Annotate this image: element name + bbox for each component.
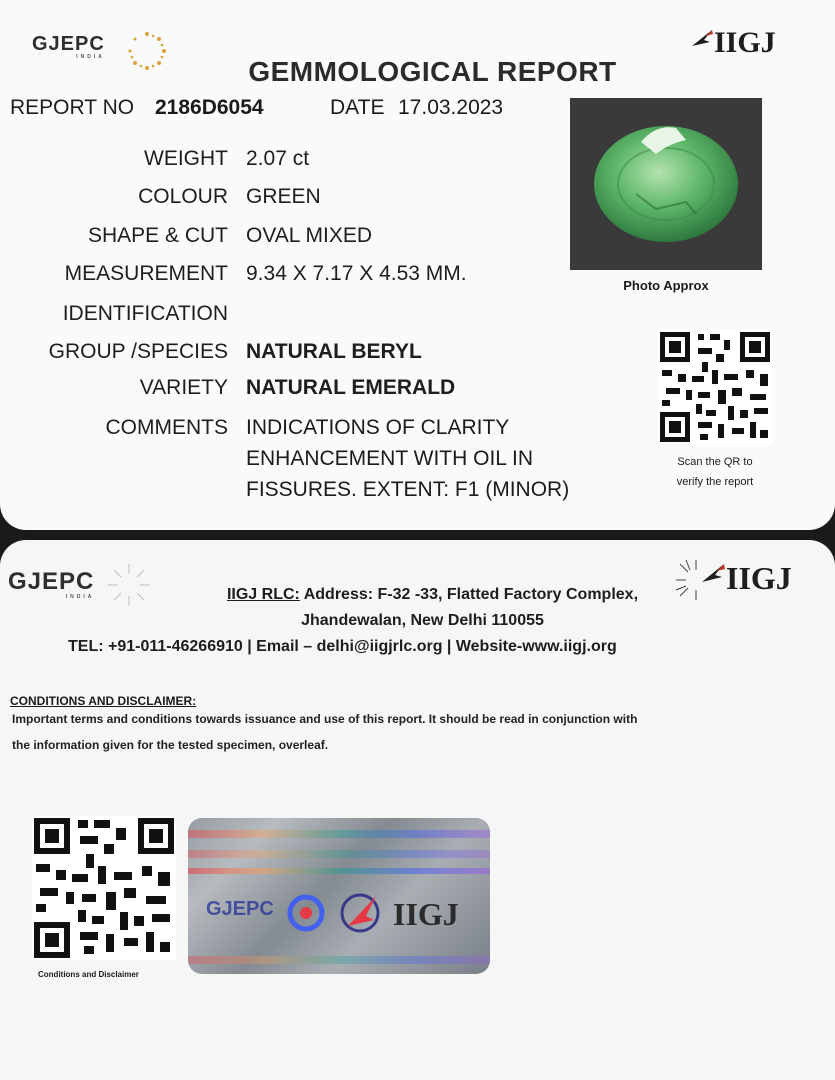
comment-line: INDICATIONS OF CLARITY: [246, 416, 510, 439]
gjepc-logo-subtext: INDIA: [65, 594, 95, 600]
report-no-value: 2186D6054: [155, 96, 264, 119]
shape-cut-label: SHAPE & CUT: [87, 224, 228, 247]
colour-value: GREEN: [246, 185, 321, 208]
report-front-card: [0, 0, 835, 530]
hologram-iigj-text: IIGJ: [393, 896, 459, 932]
conditions-text: Important terms and conditions towards issuance and use of this report. It should be read in conjunction with: [12, 712, 638, 726]
measurement-label: MEASUREMENT: [64, 262, 228, 285]
qr-caption: [655, 452, 775, 492]
address-text: Address: F-32 -33, Flatted Factory Complex,: [299, 586, 639, 603]
date-value: 17.03.2023: [398, 96, 504, 119]
gemstone-photo: [570, 98, 762, 270]
group-species-value: NATURAL BERYL: [246, 340, 422, 363]
iigj-logo-text: IIGJ: [726, 560, 792, 596]
address-line-2: Jhandewalan, New Delhi 110055: [301, 612, 544, 629]
hologram-gjepc-text: GJEPC: [206, 898, 274, 920]
report-title: GEMMOLOGICAL REPORT: [248, 56, 617, 87]
conditions-title: CONDITIONS AND DISCLAIMER:: [10, 694, 197, 708]
emerald-stone-image: [586, 114, 746, 254]
address-line-1: [0, 586, 835, 604]
conditions-qr-caption: Conditions and Disclaimer: [38, 970, 139, 979]
photo-caption: Photo Approx: [623, 278, 709, 293]
conditions-qr-code[interactable]: [32, 816, 176, 960]
variety-label: VARIETY: [139, 376, 228, 399]
variety-value: NATURAL EMERALD: [246, 376, 456, 399]
iigj-logo-text: IIGJ: [714, 26, 776, 59]
weight-label: WEIGHT: [144, 147, 228, 170]
report-no-label: REPORT NO: [10, 96, 135, 119]
report-back-card: [0, 540, 835, 1080]
colour-label: COLOUR: [138, 185, 228, 208]
hologram-seal: [188, 818, 490, 974]
qr-caption-line: verify the report: [676, 476, 754, 488]
gjepc-logo-subtext: INDIA: [76, 54, 105, 60]
verify-qr-code[interactable]: [658, 330, 772, 444]
identification-label: IDENTIFICATION: [62, 302, 228, 325]
qr-caption-line: Scan the QR to: [677, 456, 753, 468]
iigj-arrow-icon: [700, 562, 726, 586]
comment-line: ENHANCEMENT WITH OIL IN: [246, 447, 534, 470]
iigj-arrow-icon: [690, 28, 714, 50]
comments-label: COMMENTS: [105, 416, 228, 439]
group-species-label: GROUP /SPECIES: [48, 340, 228, 363]
gjepc-logo-text: GJEPC: [32, 33, 105, 55]
shape-cut-value: OVAL MIXED: [246, 224, 373, 247]
weight-value: 2.07 ct: [246, 147, 310, 170]
date-label: DATE: [330, 96, 385, 119]
address-prefix: IIGJ RLC:: [226, 586, 300, 603]
measurement-value: 9.34 X 7.17 X 4.53 MM.: [246, 262, 467, 285]
gjepc-logo-text: GJEPC: [8, 568, 95, 595]
comment-line: FISSURES. EXTENT: F1 (MINOR): [246, 478, 570, 501]
conditions-text: the information given for the tested specimen, overleaf.: [12, 738, 329, 752]
iigj-logo: [690, 26, 776, 60]
contact-line: TEL: +91-011-46266910 | Email – delhi@iigjrlc.org | Website-www.iigj.org: [68, 638, 617, 655]
